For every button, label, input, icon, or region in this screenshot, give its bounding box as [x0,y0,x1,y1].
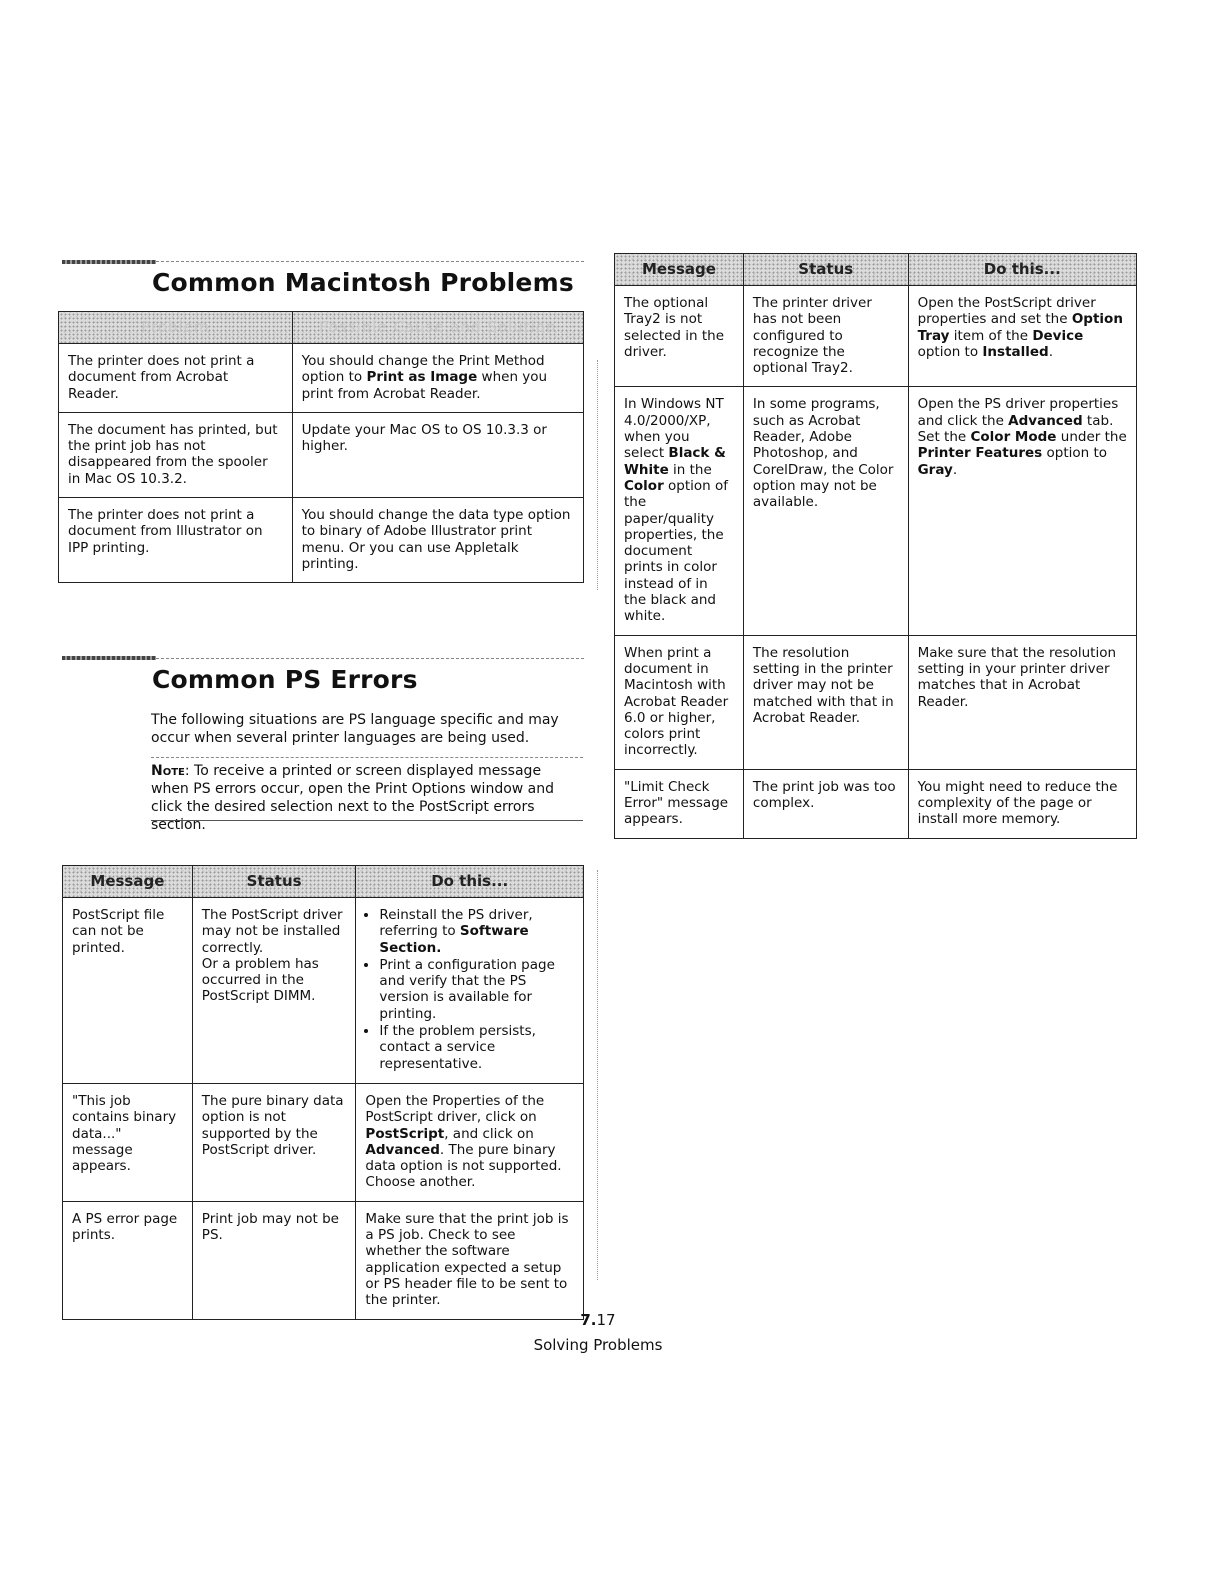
do-this-cell: You might need to reduce the complexity of the page or install more memory. [908,769,1136,838]
ps-right-header-message: Message [615,254,744,286]
table-row [59,498,584,583]
status-cell: The resolution setting in the printer driver may not be matched with that in Acrobat Reader. [743,635,908,769]
page-number [498,1311,698,1329]
problem-cell: The document has printed, but the print job has not disappeared from the spooler in Mac OS 10.3.2. [59,412,293,497]
ps-note [151,762,583,834]
message-cell: "Limit Check Error" message appears. [615,769,744,838]
ps-errors-table-right [614,253,1137,839]
table-row [615,635,1137,769]
gutter-dots-top [597,360,598,590]
message-cell: The optional Tray2 is not selected in the driver. [615,286,744,387]
do-this-cell: Open the Properties of the PostScript driver, click on PostScript, and click on Advanced. The pure binary data option is not supported. Choose another. [356,1083,584,1201]
ps-intro-text: The following situations are PS language specific and may occur when several printer languages are being used. [151,712,559,746]
solution-cell: You should change the data type option to binary of Adobe Illustrator print menu. Or you can use Appletalk printing. [292,498,583,583]
ps-section-title: Common PS Errors [152,665,418,694]
table-row [615,387,1137,635]
ps-left-header-message: Message [63,866,193,898]
section-rule-mac-accent [62,260,156,264]
note-text: : To receive a printed or screen displayed message when PS errors occur, open the Print Options window and click the desired selection next to the PostScript errors section. [151,763,555,833]
gutter-dots-bottom [597,870,598,1280]
do-this-cell: Open the PostScript driver properties and set the Option Tray item of the Device option to Installed. [908,286,1136,387]
do-this-cell: Open the PS driver properties and click the Advanced tab. Set the Color Mode under the Printer Features option to Gray. [908,387,1136,635]
status-cell: In some programs, such as Acrobat Reader, Adobe Photoshop, and CorelDraw, the Color option may not be available. [743,387,908,635]
table-row [63,1083,584,1201]
mac-header-solution: Possible Cause and Solution [292,312,583,344]
page-in-chapter: 17 [596,1311,616,1329]
status-cell: The PostScript driver may not be installed correctly. Or a problem has occurred in the PostScript DIMM. [192,898,356,1084]
ps-left-header-do-this: Do this... [356,866,584,898]
ps-left-header-status: Status [192,866,356,898]
footer-section-name: Solving Problems [533,1336,663,1354]
status-cell: The pure binary data option is not supported by the PostScript driver. [192,1083,356,1201]
section-rule-mac [156,261,584,262]
list-item: • If the problem persists, contact a service representative. [379,1023,574,1072]
do-this-cell [356,898,584,1084]
message-cell: When print a document in Macintosh with Acrobat Reader 6.0 or higher, colors print incorrectly. [615,635,744,769]
table-row [615,286,1137,387]
note-label: Note [151,763,185,779]
table-row [63,1201,584,1319]
status-cell: Print job may not be PS. [192,1201,356,1319]
problem-cell: The printer does not print a document from Illustrator on IPP printing. [59,498,293,583]
note-rule-bottom [151,820,583,821]
mac-problems-table [58,311,584,583]
status-cell: The print job was too complex. [743,769,908,838]
solution-cell: You should change the Print Method option to Print as Image when you print from Acrobat Reader. [292,344,583,413]
do-this-cell: Make sure that the resolution setting in your printer driver matches that in Acrobat Reader. [908,635,1136,769]
note-rule-top [151,757,583,758]
ps-errors-table-left [62,865,584,1320]
section-rule-ps [156,658,584,659]
message-cell: A PS error page prints. [63,1201,193,1319]
table-row [59,412,584,497]
table-row [63,898,584,1084]
problem-cell: The printer does not print a document from Acrobat Reader. [59,344,293,413]
message-cell: PostScript file can not be printed. [63,898,193,1084]
table-row [615,769,1137,838]
list-item: • Reinstall the PS driver, referring to Software Section. [379,907,574,956]
ps-right-header-status: Status [743,254,908,286]
solution-cell: Update your Mac OS to OS 10.3.3 or higher. [292,412,583,497]
message-cell: In Windows NT 4.0/2000/XP, when you select Black & White in the Color option of the paper/quality properties, the document prints in color instead of in the black and white. [615,387,744,635]
status-cell: The printer driver has not been configured to recognize the optional Tray2. [743,286,908,387]
mac-header-problem: Problem [59,312,293,344]
message-cell: "This job contains binary data..." message appears. [63,1083,193,1201]
chapter-number: 7. [580,1311,597,1329]
do-this-list [365,907,574,1072]
do-this-cell: Make sure that the print job is a PS job. Check to see whether the software application expected a setup or PS header file to be sent to the printer. [356,1201,584,1319]
section-rule-ps-accent [62,656,156,660]
table-row [59,344,584,413]
ps-right-header-do-this: Do this... [908,254,1136,286]
list-item: • Print a configuration page and verify that the PS version is available for printing. [379,957,574,1022]
mac-section-title: Common Macintosh Problems [152,268,574,297]
